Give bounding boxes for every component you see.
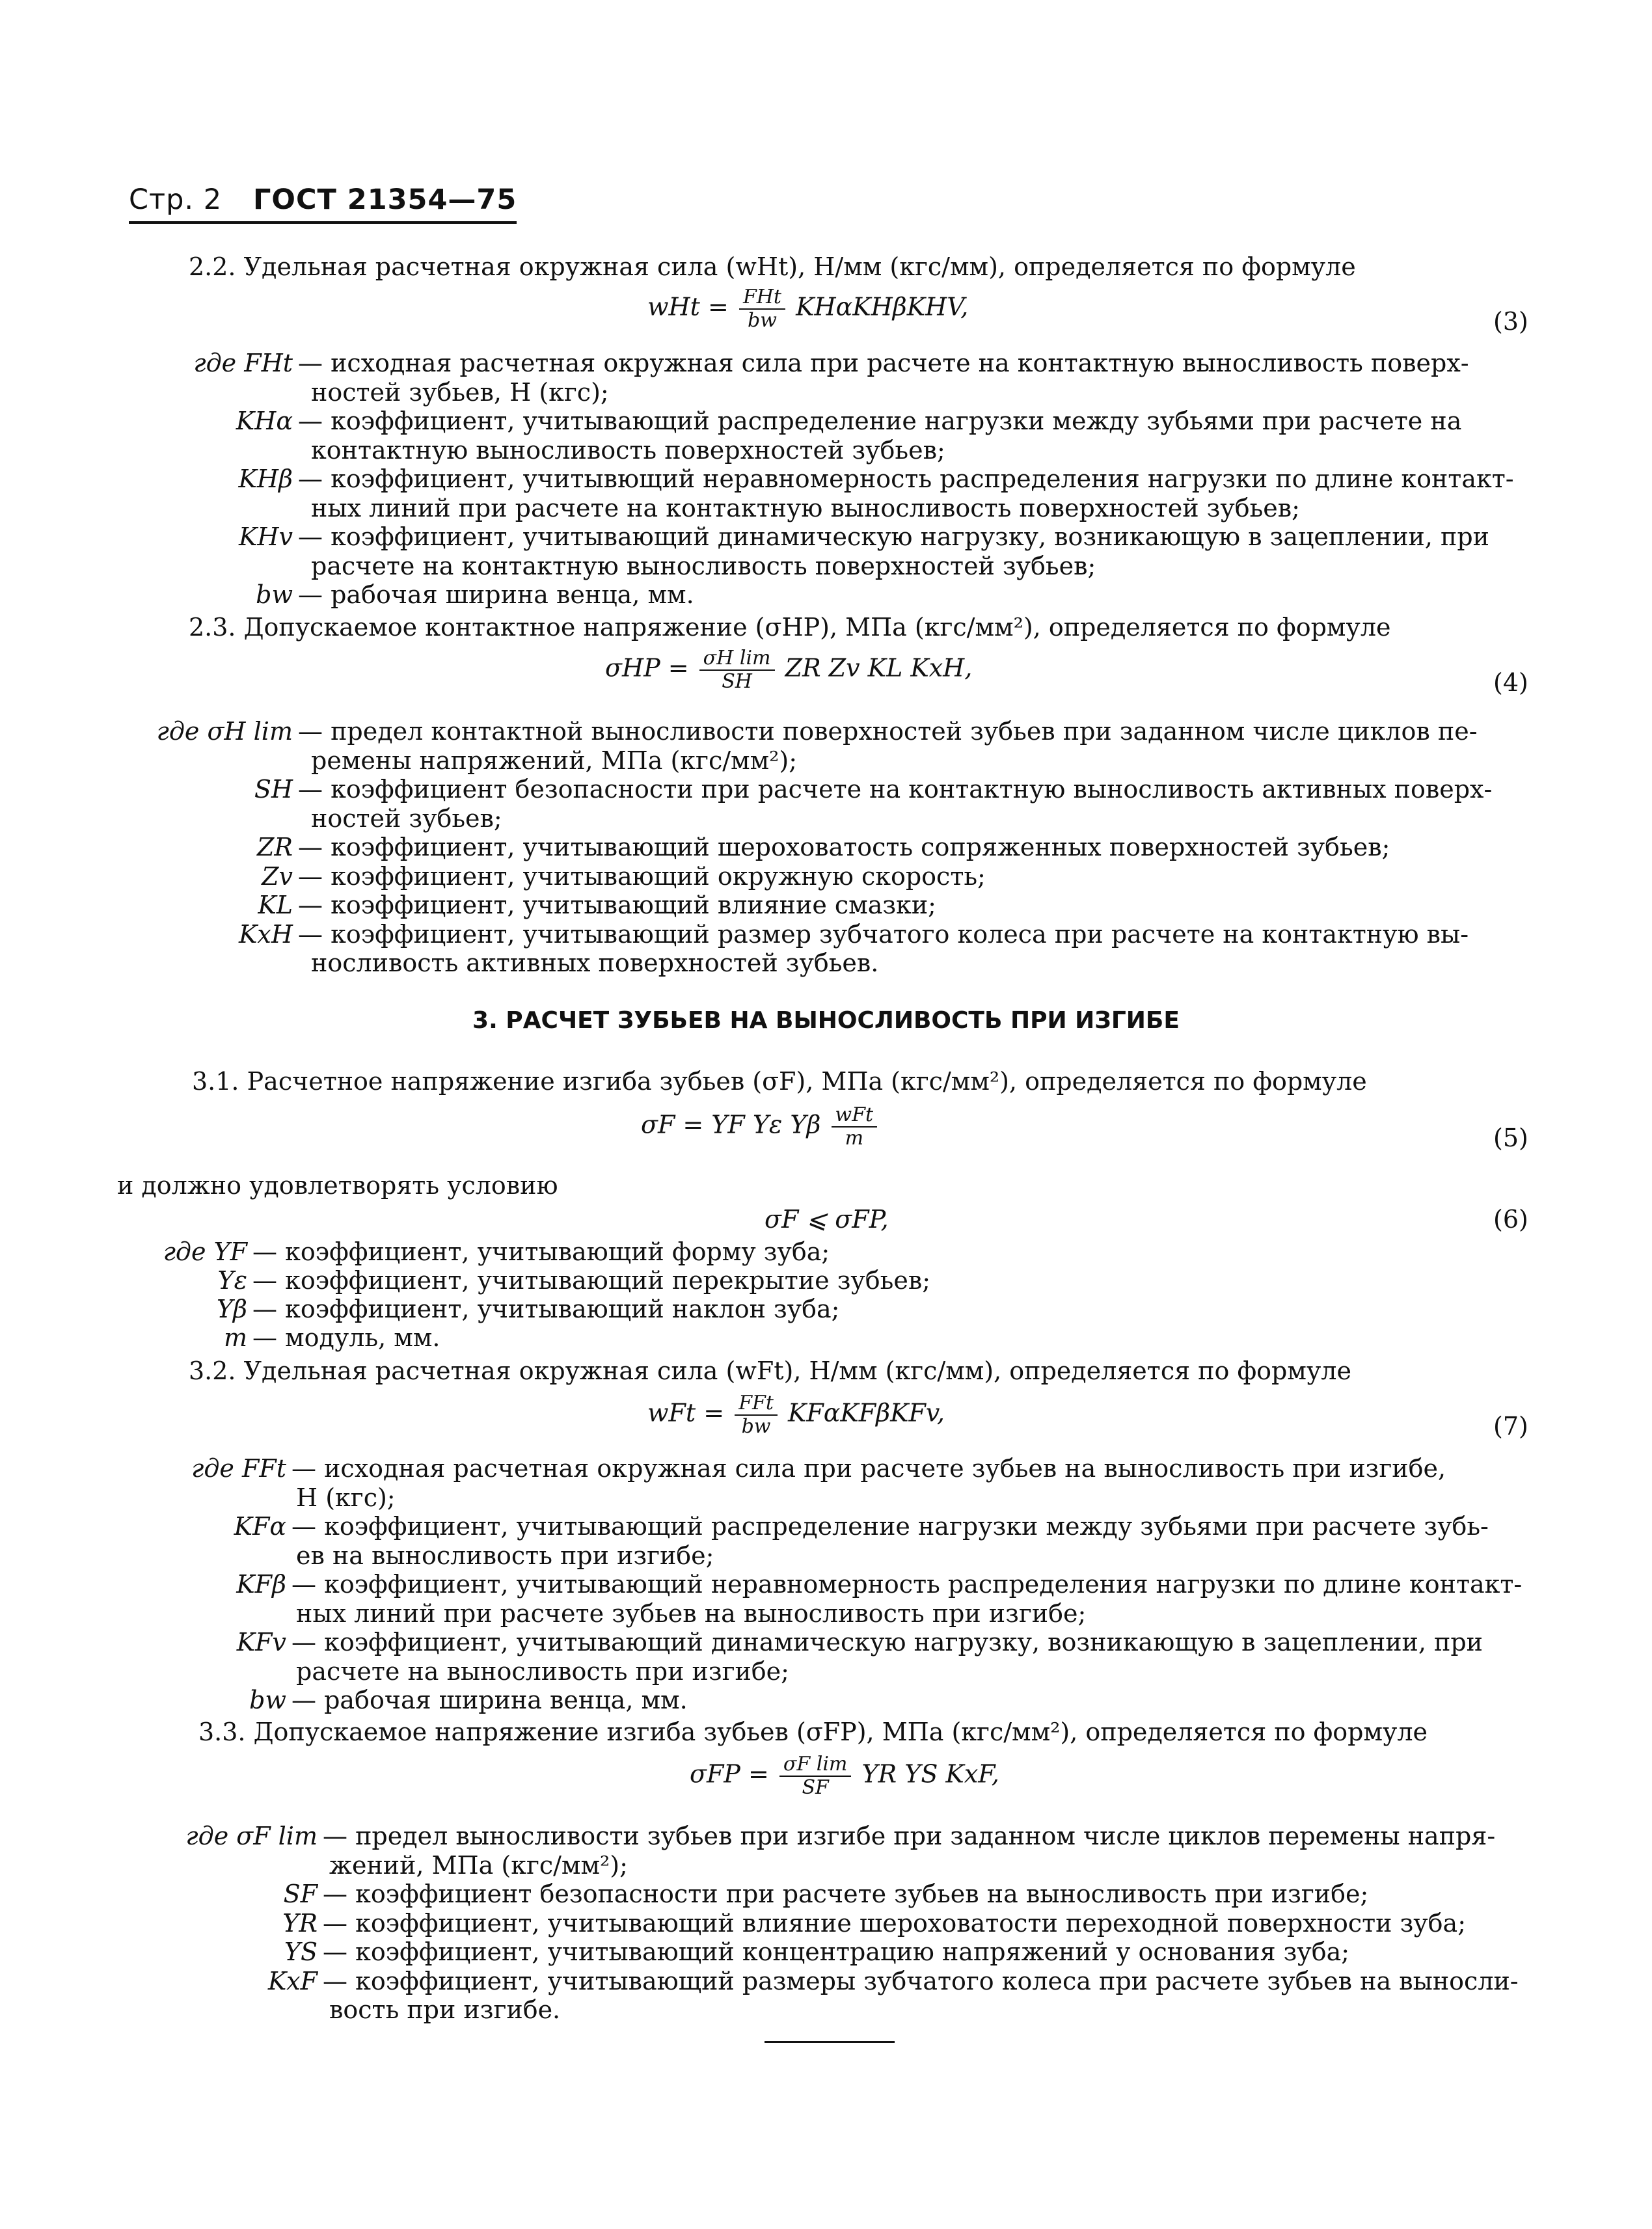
definition-text: — коэффициент, учитывающий влияние смазки; xyxy=(298,891,936,919)
definition-text: ных линий при расчете зубьев на выносливость при изгибе; xyxy=(296,1599,1087,1628)
definition-symbol: где YF xyxy=(163,1237,247,1266)
eq-number-5: (5) xyxy=(1493,1124,1528,1152)
formula-fp: σFP = $\frac{\text{σF lim}}{SF}$ YR YS KxF, xyxy=(690,1753,999,1799)
definition-symbol: KHv xyxy=(239,522,293,551)
formula-6: σF ⩽ σFP, xyxy=(765,1205,889,1234)
definition-text: носливость активных поверхностей зубьев. xyxy=(311,949,879,977)
definition-text: расчете на выносливость при изгибе; xyxy=(296,1656,789,1686)
page-number: Стр. 2 xyxy=(129,183,223,216)
definition-text: — рабочая ширина венца, мм. xyxy=(291,1686,688,1714)
definition-symbol: bw xyxy=(256,580,293,609)
definition-symbol: bw xyxy=(249,1686,286,1714)
definition-text: расчете на контактную выносливость поверхностей зубьев; xyxy=(311,551,1096,580)
eq-number-4: (4) xyxy=(1493,668,1528,697)
definition-text: — коэффициент, учитывающий распределение нагрузки между зубьями при расчете на xyxy=(298,407,1462,435)
definition-text: — коэффициент безопасности при расчете на контактную выносливость активных поверх- xyxy=(298,775,1493,804)
definition-symbol: YR xyxy=(282,1908,318,1938)
definition-text: ремены напряжений, МПа (кгс/мм²); xyxy=(311,746,798,775)
formula-5: σF = YF Yε Yβ $\frac{\text{wFt}}{m}$ xyxy=(641,1104,880,1150)
definition-text: — коэффициент, учитывающий динамическую нагрузку, возникающую в зацеплении, при xyxy=(298,522,1489,551)
eq-number-6: (6) xyxy=(1493,1205,1528,1234)
definition-text: ев на выносливость при изгибе; xyxy=(296,1541,714,1570)
definition-symbol: где FHt xyxy=(193,349,293,377)
para-3-2: 3.2. Удельная расчетная окружная сила (wFt), Н/мм (кгс/мм), определяется по формуле xyxy=(189,1357,1351,1385)
definition-text: — коэффициент, учитывающий неравномерность распределения нагрузки по длине контакт- xyxy=(291,1570,1523,1599)
section-heading-3: 3. РАСЧЕТ ЗУБЬЕВ НА ВЫНОСЛИВОСТЬ ПРИ ИЗГИБЕ xyxy=(472,1007,1180,1034)
definition-symbol: SH xyxy=(254,775,293,804)
definition-symbol: где σF lim xyxy=(185,1822,318,1850)
definition-text: — коэффициент, учитывающий размер зубчатого колеса при расчете на контактную вы- xyxy=(298,919,1469,949)
definition-text: — коэффициент, учитывающий размеры зубчатого колеса при расчете зубьев на выносли- xyxy=(323,1966,1519,1995)
definition-text: — коэффициент, учитывающий шероховатость сопряженных поверхностей зубьев; xyxy=(298,833,1390,861)
para-2-3: 2.3. Допускаемое контактное напряжение (σHP), МПа (кгс/мм²), определяется по формуле xyxy=(189,613,1391,642)
definition-text: Н (кгс); xyxy=(296,1483,396,1512)
definition-symbol: KFv xyxy=(236,1628,286,1656)
definition-text: жений, МПа (кгс/мм²); xyxy=(329,1850,628,1880)
para-2-2: 2.2. Удельная расчетная окружная сила (wHt), Н/мм (кгс/мм), определяется по формуле xyxy=(189,252,1356,281)
definition-text: — предел контактной выносливости поверхностей зубьев при заданном числе циклов пе- xyxy=(298,717,1478,746)
definition-symbol: YS xyxy=(284,1938,318,1966)
definition-text: — предел выносливости зубьев при изгибе при заданном числе циклов перемены напря- xyxy=(323,1822,1496,1850)
definition-text: — коэффициент, учитывающий распределение нагрузки между зубьями при расчете зубь- xyxy=(291,1512,1489,1541)
end-rule xyxy=(765,2041,895,2043)
definition-symbol: ZR xyxy=(256,833,293,861)
definition-text: — коэффициент безопасности при расчете зубьев на выносливость при изгибе; xyxy=(323,1880,1369,1908)
para-3-1: 3.1. Расчетное напряжение изгиба зубьев (σF), МПа (кгс/мм²), определяется по формуле xyxy=(192,1067,1367,1096)
definition-symbol: Yβ xyxy=(216,1295,247,1323)
definition-text: — исходная расчетная окружная сила при расчете зубьев на выносливость при изгибе, xyxy=(291,1454,1446,1483)
definition-text: — коэффициент, учитывающий окружную скорость; xyxy=(298,861,986,891)
formula-3: wHt = $\frac{\text{FHt}}{bw}$ KHαKHβKHV, xyxy=(647,286,969,332)
definition-symbol: KxF xyxy=(267,1966,318,1995)
definition-symbol: KHβ xyxy=(238,465,293,493)
definition-symbol: KFβ xyxy=(236,1570,286,1599)
definition-symbol: где σH lim xyxy=(156,717,293,746)
definition-text: — коэффициент, учитывающий влияние шероховатости переходной поверхности зуба; xyxy=(323,1908,1466,1938)
formula-7: wFt = $\frac{\text{FFt}}{bw}$ KFαKFβKFv, xyxy=(647,1392,945,1438)
definition-text: ностей зубьев; xyxy=(311,804,502,833)
definition-symbol: KHα xyxy=(236,407,293,435)
definition-text: контактную выносливость поверхностей зубьев; xyxy=(311,435,945,465)
definition-symbol: где FFt xyxy=(191,1454,286,1483)
definition-text: ных линий при расчете на контактную выносливость поверхностей зубьев; xyxy=(311,493,1300,522)
definition-symbol: Zv xyxy=(262,861,293,891)
page-header xyxy=(129,183,517,224)
definition-text: — коэффициент, учитывающий концентрацию напряжений у основания зуба; xyxy=(323,1938,1350,1966)
definition-symbol: KFα xyxy=(234,1512,286,1541)
definition-symbol: Yε xyxy=(217,1266,247,1295)
eq-number-3: (3) xyxy=(1493,307,1528,336)
formula-4: σHP = $\frac{\text{σH lim}}{SH}$ ZR Zv KL KxH, xyxy=(605,647,973,693)
definition-text: — коэффициент, учитывающий форму зуба; xyxy=(252,1237,830,1266)
definition-text: — модуль, мм. xyxy=(252,1323,440,1352)
definition-symbol: KxH xyxy=(239,919,293,949)
definition-symbol: KL xyxy=(258,891,293,919)
para-3-3: 3.3. Допускаемое напряжение изгиба зубьев (σFP), МПа (кгс/мм²), определяется по формуле xyxy=(198,1718,1428,1746)
definition-text: — исходная расчетная окружная сила при расчете на контактную выносливость поверх- xyxy=(298,349,1469,377)
definition-text: — коэффициент, учитывающий динамическую нагрузку, возникающую в зацеплении, при xyxy=(291,1628,1483,1656)
definition-text: вость при изгибе. xyxy=(329,1995,561,2024)
eq-number-7: (7) xyxy=(1493,1412,1528,1440)
definition-symbol: SF xyxy=(283,1880,318,1908)
definition-symbol: m xyxy=(223,1323,247,1352)
standard-number: ГОСТ 21354—75 xyxy=(252,183,517,216)
condition-text: и должно удовлетворять условию xyxy=(117,1171,558,1200)
definition-text: — рабочая ширина венца, мм. xyxy=(298,580,694,609)
definition-text: — коэффициент, учитывющий неравномерность распределения нагрузки по длине контакт- xyxy=(298,465,1514,493)
definition-text: — коэффициент, учитывающий наклон зуба; xyxy=(252,1295,840,1323)
definition-text: — коэффициент, учитывающий перекрытие зубьев; xyxy=(252,1266,931,1295)
definition-text: ностей зубьев, Н (кгс); xyxy=(311,377,609,407)
